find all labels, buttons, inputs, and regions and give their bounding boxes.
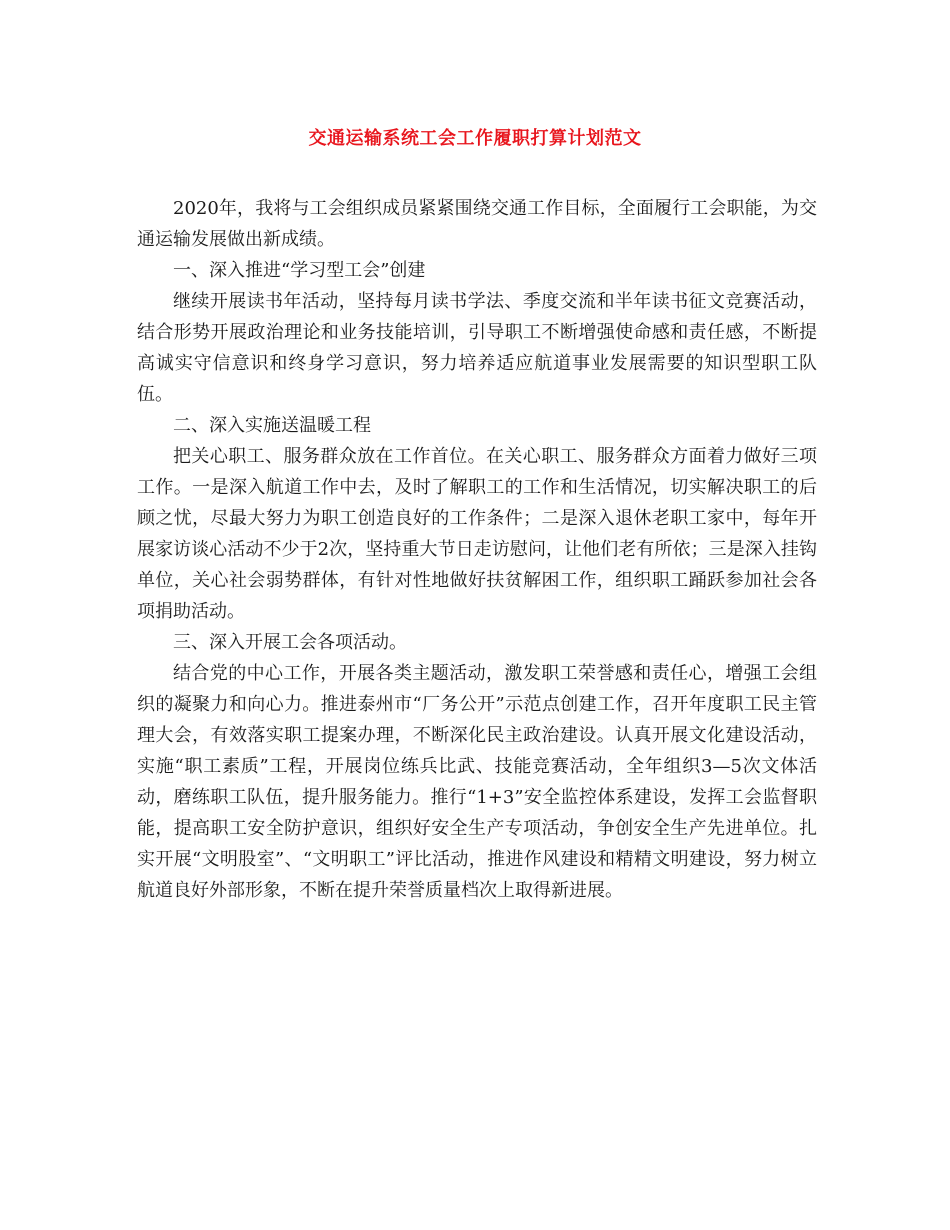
section-3-heading: 三、深入开展工会各项活动。 [173, 632, 407, 653]
section-2-paragraph: 把关心职工、服务群众放在工作首位。在关心职工、服务群众方面着力做好三项工作。一是深入航道工作中去，及时了解职工的工作和生活情况，切实解决职工的后顾之忧，尽最大努力为职工创造良好的工作条件；二是深入退休老职工家中，每年开展家访谈心活动不少于2次，坚持重大节日走访慰问，让他们老有所依；三是深入挂钩单位，关心社会弱势群体，有针对性地做好扶贫解困工作，组织职工踊跃参加社会各项捐助活动。 [137, 446, 817, 622]
section-1-paragraph: 继续开展读书年活动，坚持每月读书学法、季度交流和半年读书征文竞赛活动，结合形势开展政治理论和业务技能培训，引导职工不断增强使命感和责任感，不断提高诚实守信意识和终身学习意识，努力培养适应航道事业发展需要的知识型职工队伍。 [137, 291, 817, 405]
document-body [137, 193, 817, 906]
intro-paragraph: 2020年，我将与工会组织成员紧紧围绕交通工作目标，全面履行工会职能，为交通运输发展做出新成绩。 [137, 198, 817, 250]
document-title: 交通运输系统工会工作履职打算计划范文 [308, 128, 642, 149]
section-2-heading: 二、深入实施送温暖工程 [173, 415, 371, 436]
section-3-paragraph: 结合党的中心工作，开展各类主题活动，激发职工荣誉感和责任心，增强工会组织的凝聚力和向心力。推进泰州市“厂务公开”示范点创建工作，召开年度职工民主管理大会，有效落实职工提案办理，不断深化民主政治建设。认真开展文化建设活动，实施“职工素质”工程，开展岗位练兵比武、技能竞赛活动，全年组织3—5次文体活动，磨练职工队伍，提升服务能力。推行“1+3”安全监控体系建设，发挥工会监督职能，提高职工安全防护意识，组织好安全生产专项活动，争创安全生产先进单位。扎实开展“文明股室”、“文明职工”评比活动，推进作风建设和精精文明建设，努力树立航道良好外部形象，不断在提升荣誉质量档次上取得新进展。 [137, 663, 817, 901]
section-1-heading: 一、深入推进“学习型工会”创建 [173, 260, 426, 281]
